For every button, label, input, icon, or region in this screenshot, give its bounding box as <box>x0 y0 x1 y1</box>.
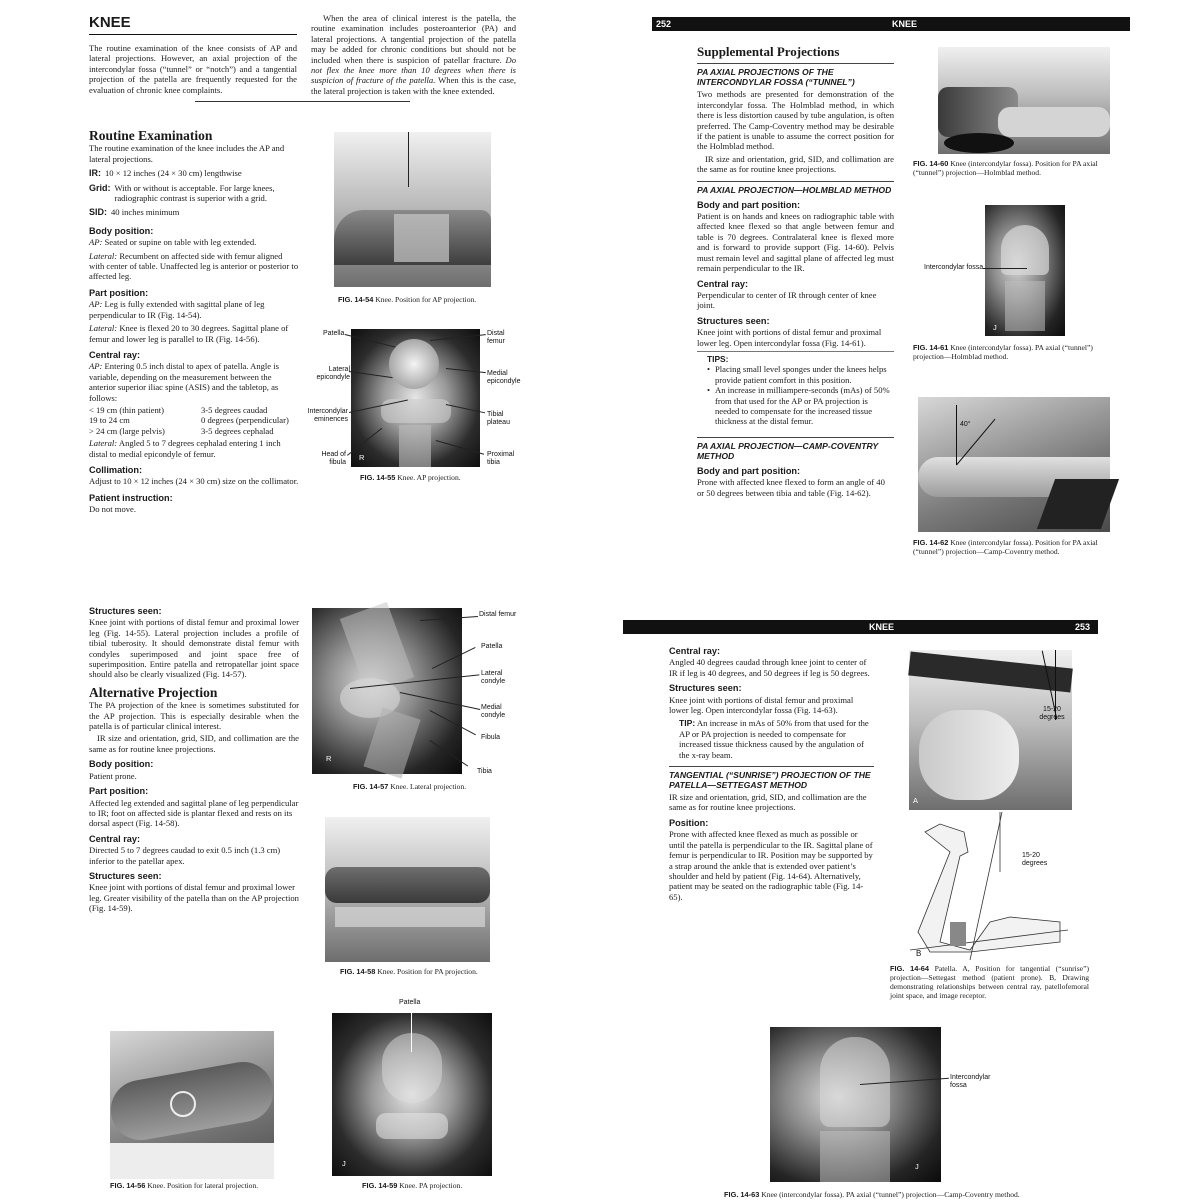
structures-heading-bl-2: Structures seen: <box>89 870 162 881</box>
label-patella-57: Patella <box>481 643 503 650</box>
label-distal-femur: Distal femur <box>487 330 505 345</box>
label-tibial-plateau: Tibial plateau <box>487 411 510 426</box>
intro-text: The routine examination of the knee consists of AP and lateral projections. However, an axial projection of the intercondylar fossa (“tunnel” or “notch”) and a tangential projection of the patella are frequently requested for the evaluation of chronic knee complaints. <box>89 43 297 95</box>
fig-14-60-photo <box>938 47 1110 154</box>
routine-text: The routine examination of the knee includes the AP and lateral projections. <box>89 143 285 164</box>
fig-14-61-marker: J <box>993 323 997 332</box>
fig-14-55-number: FIG. 14-55 <box>360 473 396 482</box>
fig-14-61-caption <box>913 343 1111 361</box>
position-text-br: Prone with affected knee flexed as much as possible or until the patella is perpendicular to the IR. Sagittal plane of femur is perpendicular to IR. Position may be supported by a strap around the ankle that is extended over patient’s shoulder and held by patient (Fig. 14-64). Alternatively, patient may be seated on the radiographic table (Fig. 14-65). <box>669 829 873 902</box>
page-header-252 <box>652 17 1130 31</box>
fig-14-61-number: FIG. 14-61 <box>913 343 949 352</box>
label-proximal-tibia: Proximal tibia <box>487 451 515 466</box>
fig-14-57-xray <box>312 608 462 774</box>
alt-column <box>89 606 299 916</box>
fig-14-62-photo <box>918 397 1110 532</box>
settegast-subheading: TANGENTIAL (“SUNRISE”) PROJECTION OF THE PATELLA—SETTEGAST METHOD <box>669 766 874 790</box>
ap-part: Leg is fully extended with sagittal plane of leg perpendicular to IR (Fig. 14-54). <box>89 299 265 320</box>
fig-14-64a-photo <box>909 650 1072 810</box>
label-medial-condyle: Medial condyle <box>481 704 506 719</box>
tunnel-text: Two methods are presented for demonstration of the intercondylar fossa. The Holmblad method, in which there is less distortion caused by tube angulation, is often preferred. The Camp-Coventry method may be desirable if the patient is unable to assume the correct position for the Holmblad method. <box>697 89 894 152</box>
structures-heading-br: Structures seen: <box>669 683 742 694</box>
fig-14-58-number: FIG. 14-58 <box>340 967 376 976</box>
body-position-text-bl: Patient prone. <box>89 770 137 781</box>
central-ray-heading: Central ray: <box>89 349 141 360</box>
header-knee-252: KNEE <box>892 19 918 29</box>
page-header-253 <box>623 620 1098 634</box>
fig-14-54-caption <box>338 295 498 304</box>
ap-body: Seated or supine on table with leg extended. <box>104 237 257 248</box>
fig-14-63-caption <box>724 1190 1104 1199</box>
fig-14-63-xray <box>770 1027 941 1182</box>
sid-value: 40 inches minimum <box>111 207 180 218</box>
part-position-heading: Part position: <box>89 287 149 298</box>
patella-59-leader <box>411 1008 412 1052</box>
tip-text-br: An increase in mAs of 50% from that used for the AP or PA projection is needed to compensate for increased tissue thickness caused by the angulation of the x-ray beam. <box>679 718 869 760</box>
label-tibia: Tibia <box>477 768 492 775</box>
label-lateral-epicondyle: Lateral epicondyle <box>316 366 350 381</box>
part-position-heading-bl: Part position: <box>89 786 149 797</box>
structures-text-br: Knee joint with portions of distal femur and proximal lower leg. Open intercondylar fossa (Fig. 14-63). <box>669 694 854 716</box>
collimation-heading: Collimation: <box>89 464 143 475</box>
fig-14-64b-angle: 15-20 degrees <box>1022 852 1048 867</box>
settegast-text: IR size and orientation, grid, SID, and collimation are the same as for routine knee projections. <box>669 792 867 813</box>
position-heading-br: Position: <box>669 817 709 828</box>
supplemental-column <box>697 44 894 500</box>
intro-text-2 <box>311 13 516 96</box>
cr-row-2-b: 0 degrees (perpendicular) <box>201 415 289 426</box>
fig-14-63-marker: J <box>915 1162 919 1171</box>
fig-14-54-number: FIG. 14-54 <box>338 295 374 304</box>
grid-label: Grid: <box>89 182 111 193</box>
fig-14-62-angle: 40° <box>960 421 971 428</box>
alternative-text: The PA projection of the knee is sometimes substituted for the AP projection. This is especially desirable when the patella is of particular clinical interest. <box>89 700 299 732</box>
fig-14-59-xray <box>332 1013 492 1176</box>
tip-2: • An increase in milliampere-seconds (mAs) of 50% from that used for the AP or PA projection is needed to compensate for the increased tissue thickness at the distal femur. <box>707 385 894 427</box>
label-patella: Patella <box>323 330 345 337</box>
fig-14-59-text: Knee. PA projection. <box>399 1181 463 1190</box>
cr-row-3-a: > 24 cm (large pelvis) <box>89 425 165 436</box>
title-knee: KNEE <box>89 14 131 31</box>
cr-row-1-a: < 19 cm (thin patient) <box>89 404 165 415</box>
ap-label-3: AP: <box>89 361 103 372</box>
camp-body-text: Prone with affected knee flexed to form an angle of 40 or 50 degrees between tibia and table (Fig. 14-62). <box>697 477 885 498</box>
body-position-heading-bl: Body position: <box>89 759 154 770</box>
routine-heading: Routine Examination <box>89 128 213 143</box>
routine-column <box>89 128 299 517</box>
fig-14-56-caption <box>110 1181 290 1190</box>
holmblad-body-part-heading: Body and part position: <box>697 199 801 210</box>
label-lateral-condyle: Lateral condyle <box>481 670 506 685</box>
ir-value: 10 × 12 inches (24 × 30 cm) lengthwise <box>105 168 242 179</box>
label-fibula: Fibula <box>481 734 501 741</box>
holmblad-central-ray-heading: Central ray: <box>697 278 749 289</box>
fig-14-55-text: Knee. AP projection. <box>397 473 461 482</box>
cr-row-2-a: 19 to 24 cm <box>89 415 130 426</box>
label-intercondylar-fossa-63: Intercondylar fossa <box>950 1074 991 1089</box>
fig-14-59-marker: J <box>342 1159 346 1168</box>
ap-cr: Entering 0.5 inch distal to apex of patella. Angle is variable, depending on the measurement between the anterior superior iliac spine (ASIS) and the tabletop, as follows: <box>89 361 279 403</box>
fig-14-61-xray <box>985 205 1065 336</box>
grid-value: With or without is acceptable. For large knees, radiographic contrast is superior with a grid. <box>114 182 275 204</box>
fig-14-57-marker: R <box>326 754 332 763</box>
intro-divider <box>195 101 410 102</box>
fig-14-55-marker: R <box>359 453 365 462</box>
tip-label-br: TIP: <box>679 718 696 729</box>
alternative-text-2: IR size and orientation, grid, SID, and collimation are the same as for routine knee projections. <box>89 733 299 754</box>
label-head-of-fibula: Head of fibula <box>321 451 346 466</box>
intro2-a: When the area of clinical interest is the patella, the routine examination includes posteroanterior (PA) and lateral projections. A tangential projection of the patella may be added for chronic conditions but should not be included when there is suspicion of patellar fracture. <box>311 13 516 65</box>
fig-14-64a-angle: 15-20 degrees <box>1039 706 1065 721</box>
settegast-column <box>669 646 874 904</box>
fig-14-54-photo <box>334 132 491 287</box>
patient-instruction-text: Do not move. <box>89 504 137 515</box>
central-ray-text-br: Angled 40 degrees caudad through knee joint to center of IR if leg is 40 degrees, and 50 degrees if leg is 50 degrees. <box>669 657 870 678</box>
sid-label: SID: <box>89 207 107 218</box>
ir-label: IR: <box>89 168 101 179</box>
fig-14-64-caption <box>890 964 1089 1000</box>
fig-14-58-photo <box>325 817 490 962</box>
intro2-end: When this is the case, the lateral projection is taken with the knee extended. <box>311 75 516 96</box>
label-patella-59: Patella <box>399 999 421 1006</box>
cr-row-3-b: 3-5 degrees cephalad <box>201 425 274 436</box>
header-knee-253: KNEE <box>869 622 895 632</box>
holmblad-body-text: Patient is on hands and knees on radiographic table with affected knee flexed so that angle between femur and table is 70 degrees. Contralateral knee is flexed more and is forward to provide support (Fig. 14-60). Pelvis must remain level and sagittal plane of affected leg must remain perpendicular to the IR. <box>697 211 894 274</box>
fig-14-64b-drawing <box>910 812 1068 962</box>
cr-table <box>89 405 299 436</box>
fig-14-54-text: Knee. Position for AP projection. <box>375 295 477 304</box>
tip-1: • Placing small level sponges under the knees helps provide patient comfort in this position. <box>707 364 894 385</box>
structures-heading-bl: Structures seen: <box>89 606 162 616</box>
central-ray-text-bl: Directed 5 to 7 degrees caudad to exit 0.5 inch (1.3 cm) inferior to the patellar apex. <box>89 845 281 866</box>
fig-14-60-caption <box>913 159 1111 177</box>
fig-14-61-text: Knee (intercondylar fossa). PA axial (“tunnel”) projection—Holmblad method. <box>913 343 1093 361</box>
lateral-body: Recumbent on affected side with femur aligned with center of table. Unaffected leg is anterior or posterior to affected leg. <box>89 250 299 282</box>
fig-14-63-number: FIG. 14-63 <box>724 1190 760 1199</box>
fig-14-59-number: FIG. 14-59 <box>362 1181 398 1190</box>
cr-row-1-b: 3-5 degrees caudad <box>201 404 268 415</box>
central-ray-heading-br: Central ray: <box>669 646 721 656</box>
lateral-label-2: Lateral: <box>89 323 118 334</box>
lateral-part: Knee is flexed 20 to 30 degrees. Sagittal plane of femur and lower leg is parallel to IR (Fig. 14-56). <box>89 323 289 344</box>
holmblad-subheading: PA AXIAL PROJECTION—HOLMBLAD METHOD <box>697 181 894 195</box>
fig-14-60-number: FIG. 14-60 <box>913 159 949 168</box>
ap-label-2: AP: <box>89 299 103 310</box>
central-ray-heading-bl: Central ray: <box>89 833 141 844</box>
ap-label: AP: <box>89 237 103 248</box>
fig-14-57-caption <box>353 782 503 791</box>
title-rule <box>89 34 297 35</box>
lateral-label-3: Lateral: <box>89 438 118 449</box>
camp-coventry-subheading: PA AXIAL PROJECTION—CAMP-COVENTRY METHOD <box>697 437 894 461</box>
fig-14-55-caption <box>360 473 510 482</box>
label-intercondylar-eminences: Intercondylar eminences <box>307 408 348 423</box>
fig-14-64b-marker: B <box>916 949 922 958</box>
lateral-label: Lateral: <box>89 250 118 261</box>
page-number-253: 253 <box>1074 622 1090 632</box>
fig-14-62-text: Knee (intercondylar fossa). Position for PA axial (“tunnel”) projection—Camp-Coventry method. <box>913 538 1098 556</box>
body-position-heading: Body position: <box>89 225 154 236</box>
intro2-italic: Do not flex the knee more than 10 degrees when there is suspicion of fracture of the patella. <box>311 54 516 86</box>
part-position-text-bl: Affected leg extended and sagittal plane of leg perpendicular to IR; foot on affected side is plantar flexed and rests on its dorsal aspect (Fig. 14-58). <box>89 797 299 829</box>
tunnel-subheading: PA AXIAL PROJECTIONS OF THE INTERCONDYLAR FOSSA (“TUNNEL”) <box>697 63 894 87</box>
label-distal-femur-57: Distal femur <box>479 611 517 618</box>
patient-instruction-heading: Patient instruction: <box>89 492 173 503</box>
fig-14-59-caption <box>362 1181 502 1190</box>
fig-14-63-text: Knee (intercondylar fossa). PA axial (“tunnel”) projection—Camp-Coventry method. <box>761 1190 1020 1199</box>
fig-14-56-photo <box>110 1031 274 1179</box>
lateral-cr: Angled 5 to 7 degrees cephalad entering 1 inch distal to medial epicondyle of femur. <box>89 438 281 459</box>
structures-text-bl-2: Knee joint with portions of distal femur and proximal lower leg. Greater visibility of the patella than on the AP projection (Fig. 14-59). <box>89 882 299 914</box>
fig-14-57-number: FIG. 14-57 <box>353 782 389 791</box>
structures-text-bl: Knee joint with portions of distal femur and proximal lower leg (Fig. 14-55). Lateral projection includes a profile of tibial tuberosity. It should demonstrate distal femur with condyles superimposed and joint space free of superimposition. Entire patella and retropatellar joint space should also be clearly visualized (Fig. 14-57). <box>89 617 299 680</box>
fig-14-64-number: FIG. 14-64 <box>890 964 930 973</box>
tips-label: TIPS: <box>697 351 894 364</box>
fig-14-56-number: FIG. 14-56 <box>110 1181 146 1190</box>
fig-14-57-text: Knee. Lateral projection. <box>390 782 467 791</box>
supplemental-heading: Supplemental Projections <box>697 44 840 59</box>
fig-14-62-caption <box>913 538 1111 556</box>
fig-14-60-text: Knee (intercondylar fossa). Position for PA axial (“tunnel”) projection—Holmblad method. <box>913 159 1098 177</box>
holmblad-ss-text: Knee joint with portions of distal femur and proximal lower leg. Open intercondylar fossa (Fig. 14-61). <box>697 327 882 348</box>
label-medial-epicondyle: Medial epicondyle <box>487 370 521 385</box>
fig-14-56-text: Knee. Position for lateral projection. <box>147 1181 259 1190</box>
alternative-heading: Alternative Projection <box>89 684 218 700</box>
label-intercondylar-fossa-61: Intercondylar fossa <box>924 264 984 271</box>
camp-body-part-heading: Body and part position: <box>697 465 801 476</box>
fig-14-58-caption <box>340 967 500 976</box>
collimation-text: Adjust to 10 × 12 inches (24 × 30 cm) size on the collimator. <box>89 476 299 487</box>
fig-14-62-number: FIG. 14-62 <box>913 538 949 547</box>
holmblad-cr-text: Perpendicular to center of IR through center of knee joint. <box>697 289 877 311</box>
tunnel-text-2: IR size and orientation, grid, SID, and collimation are the same as for routine knee projections. <box>697 153 894 175</box>
page-number-252: 252 <box>656 19 672 29</box>
fig-14-64a-marker: A <box>913 796 919 805</box>
holmblad-structures-heading: Structures seen: <box>697 315 770 326</box>
fig-14-58-text: Knee. Position for PA projection. <box>377 967 478 976</box>
fig-14-64-text: Patella. A, Position for tangential (“sunrise”) projection—Settegast method (patient prone). B, Drawing demonstrating relationships between central ray, patellofemoral joint space, and image receptor. <box>890 964 1089 1000</box>
